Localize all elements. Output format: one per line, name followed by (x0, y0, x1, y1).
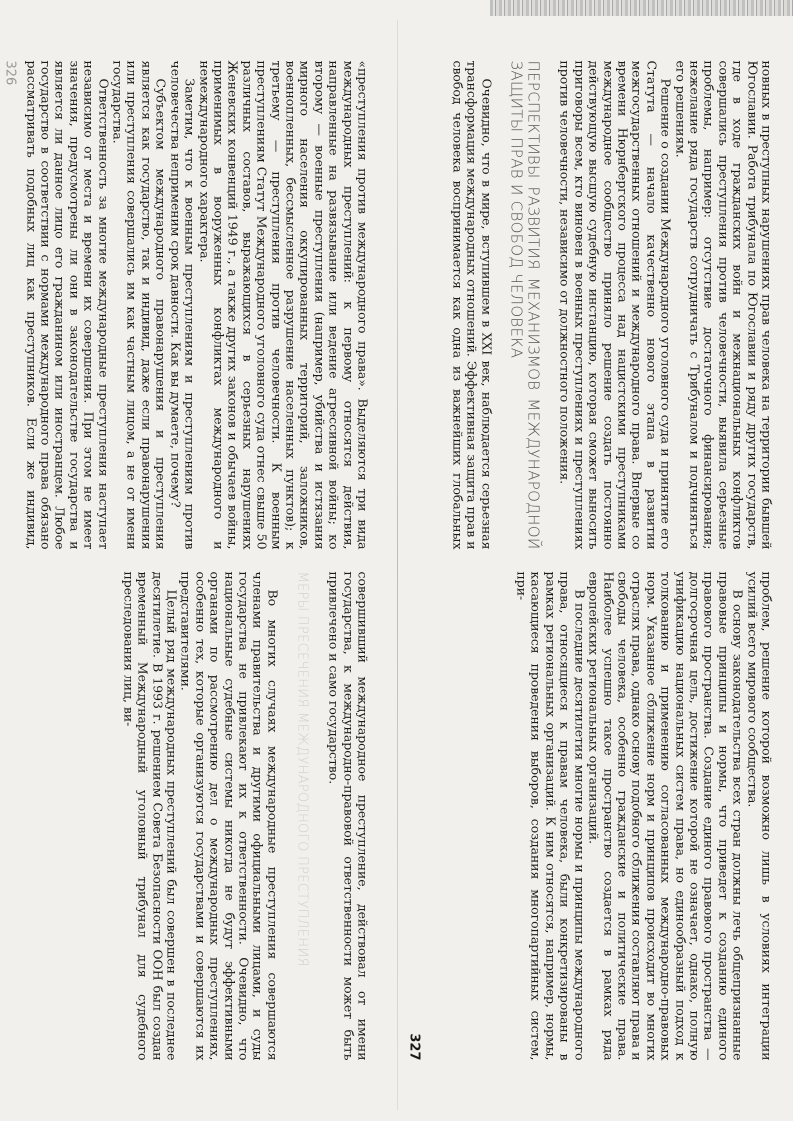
section-heading: ПЕРСПЕКТИВЫ РАЗВИТИЯ МЕХАНИЗМОВ МЕЖДУНАРОДНОЙ ЗАЩИТЫ ПРАВ И СВОБОД ЧЕЛОВЕКА (507, 60, 543, 550)
paragraph: Заметим, что к военным преступлениям и преступлениям против человечества неприменим срок давности. Как вы думаете, почему? (168, 60, 198, 550)
page-number: 326 (2, 60, 18, 86)
paragraph: Во многих случаях международные преступления совершаются членами правительства и другими официальными лицами, и суды государства не привлекают их к ответственности. Очевидно, что национальные судебные системы никогда не будут эффективными органами по рассмотрению дел о международных преступлениях, особенно тех, которые организуются государствами и совершаются их представителями. (178, 571, 281, 1061)
section-heading: МЕРЫ ПРЕСЕЧЕНИЯ МЕЖДУНАРОДНОГО ПРЕСТУПЛЕНИЯ (294, 571, 310, 967)
paragraph: Решение о создании Международного уголовного суда и принятие его Статута — начало качественно нового этапа в развитии межгосударственных отношений и международного права. Впервые со времени Нюрнбергского процесса над нацистскими преступниками международное сообщество приняло решение создать постоянно действующую высшую судебную инстанцию, которая сможет выносить приговоры всем, кто виновен в военных преступлениях и преступлениях против человечности, независимо от должностного положения. (557, 60, 674, 550)
paragraph: «преступления против международного права». Выделяются три вида международных преступлений: к первому относятся действия, направленные на развязывание или ведение агрессивной войны; ко второму — военные преступления (например, убийства и истязания мирного населения оккупированных территорий, заложников, военнопленных, бессмысленное разрушение населенных пунктов); к третьему — преступления против человечности. К военным преступлениям Статут Международного уголовного суда отнес свыше 50 различных составов, выражающихся в серьезных нарушениях Женевских конвенций 1949 г., а также других законов и обычаев войны, применимых в вооруженных конфликтах международного и немеждународного характера. (197, 60, 371, 550)
scan-artifact-strip (490, 0, 793, 16)
paragraph: Ответственность за многие международные преступления наступает независимо от места и времени их совершения. При этом не имеет значения, предусмотрены ли они в законодательстве государства и является ли данное лицо его гражданином или иностранцем. Любое государство в соответствии с нормами международного права обязано рассматривать подобных лиц как преступников. Если же индивид, совершивший международное преступление, действовал от имени государства, к международно-правовой ответственности может быть привлечено и само государство. (24, 60, 371, 1061)
paragraph: В последние десятилетия многие нормы и принципы международного права, относящиеся к правам человека, были конкретизированы в рамках региональных организаций. К ним относятся, например, нормы, касающиеся проведения выборов, создания многопартийных систем, при- (514, 571, 588, 1061)
page-327-text (424, 61, 774, 1061)
paragraph: новных в преступных нарушениях прав человека на территории бывшей Югославии. Работа трибунала по Югославии и ряду других государств, где в ходе гражданских войн и межнациональных конфликтов совершались преступления против человечности, выявила серьезные проблемы, например: отсутствие достаточного финансирования; нежелание ряда государств сотрудничать с Трибуналом и подчиняться его решениям. (673, 60, 775, 550)
page-326 (1, 21, 376, 1101)
page-327 (405, 21, 780, 1101)
page-number: 327 (406, 1033, 422, 1061)
paragraph: Очевидно, что в мире, вступившем в XXI век, наблюдается серьезная трансформация международных отношений. Эффективная защита прав и свобод человека воспринимается как одна из важнейших глобальных проблем, решение которой возможно лишь в условиях интеграции усилий всего мирового сообщества. (450, 60, 775, 1061)
paragraph: Целый ряд международных преступлений был совершен в последнее десятилетие. В 1993 г. решением Совета Безопасности ООН был создан временный Международный уголовный трибунал для судебного преследования лиц, ви- (121, 571, 180, 1061)
book-gutter (397, 20, 398, 1110)
paragraph: Субъектом международного правонарушения и преступления является как государство, так и индивид, даже если правонарушения или преступления совершались им как частным лицом, а не от имени государства. (110, 60, 169, 550)
page-326-text (20, 61, 370, 1061)
paragraph: В основу законодательства всех стран должны лечь общепризнанные правовые принципы и нормы, что приведет к созданию единого правового пространства. Создание единого правового пространства — долгосрочная цель, достижение которой не означает, однако, полную унификацию национальных систем права, но единообразный подход к толкованию и применению согласованных международно-правовых норм. Указанное сближение норм и принципов происходит во многих отраслях права, однако основу подобного сближения составляют права и свободы человека, особенно гражданские и политические права. Наиболее успешно такое пространство создается в рамках ряда европейских региональных организаций. (586, 571, 746, 1061)
